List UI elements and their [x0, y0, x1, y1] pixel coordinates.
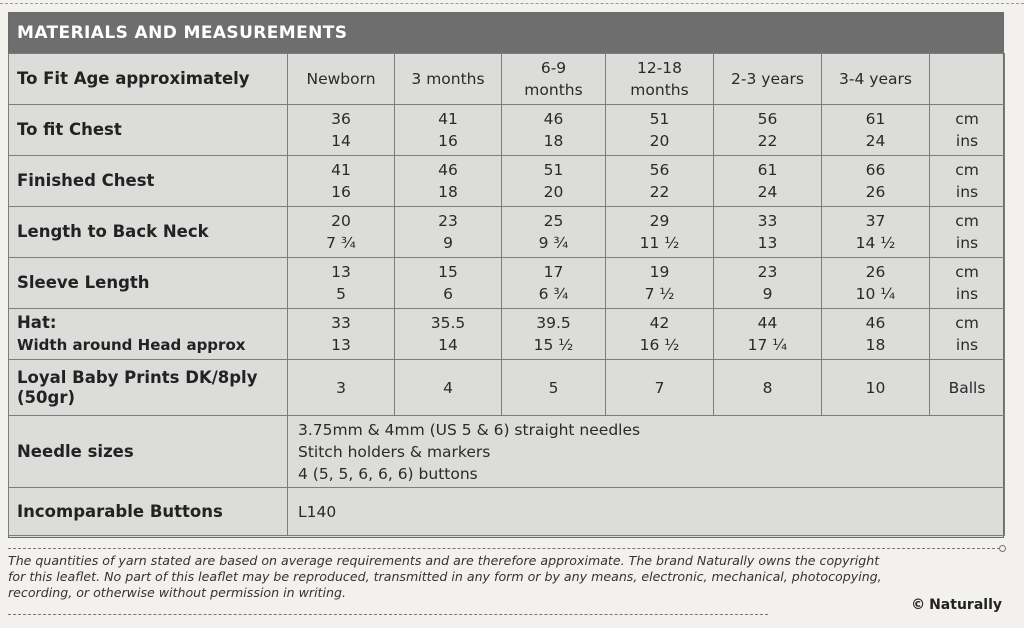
- section-title: MATERIALS AND MEASUREMENTS: [9, 13, 1003, 53]
- header-row: [9, 54, 1005, 105]
- measurement-cell: [606, 156, 714, 207]
- ins-value: 24: [757, 183, 778, 201]
- ins-value: 22: [757, 132, 778, 150]
- needles-label: Needle sizes: [9, 416, 288, 488]
- unit-text: cm: [955, 212, 979, 230]
- cm-value: 66: [865, 161, 886, 179]
- footer-line: The quantities of yarn stated are based on average requirements and are therefore approximate. The brand Naturally owns the copyright: [8, 553, 880, 568]
- unit-text: cm: [955, 263, 979, 281]
- measurement-cell: [606, 207, 714, 258]
- balls-cell: 3: [288, 360, 395, 416]
- cm-value: 51: [649, 110, 670, 128]
- age-header-text: 6-9: [540, 59, 567, 77]
- unit-text: cm: [955, 314, 979, 332]
- measurement-cell: [822, 105, 930, 156]
- cm-value: 39.5: [536, 314, 571, 332]
- measurement-cell: [502, 207, 606, 258]
- cm-value: 17: [543, 263, 564, 281]
- cm-value: 51: [543, 161, 564, 179]
- measurement-cell: [714, 258, 822, 309]
- age-header-cell: [822, 54, 930, 105]
- row-label: [9, 156, 288, 207]
- row-label: [9, 105, 288, 156]
- ins-value: 17 ¼: [747, 336, 788, 354]
- cm-value: 46: [865, 314, 886, 332]
- cm-value: 41: [438, 110, 458, 128]
- measurement-cell: [714, 156, 822, 207]
- needles-line: Stitch holders & markers: [298, 442, 491, 461]
- cm-value: 15: [438, 263, 458, 281]
- measurement-cell: [822, 207, 930, 258]
- unit-text: cm: [955, 161, 979, 179]
- unit-cell: [930, 258, 1005, 309]
- row-label-text: Hat:: [17, 313, 57, 332]
- age-header-cell: [714, 54, 822, 105]
- measurement-cell: [502, 105, 606, 156]
- measurement-row: [9, 258, 1005, 309]
- ins-value: 14: [438, 336, 458, 354]
- cm-value: 25: [543, 212, 564, 230]
- ins-value: 11 ½: [639, 234, 680, 252]
- copyright-name: Naturally: [929, 597, 1002, 613]
- cm-value: 56: [757, 110, 778, 128]
- row-label: [9, 309, 288, 360]
- measurement-cell: [502, 258, 606, 309]
- needles-line: 4 (5, 5, 6, 6, 6) buttons: [298, 464, 478, 483]
- measurement-cell: [288, 309, 395, 360]
- age-header-text: Newborn: [306, 70, 376, 88]
- top-dashed-rule: [0, 3, 1024, 4]
- ins-value: 16: [438, 132, 458, 150]
- ins-value: 24: [865, 132, 886, 150]
- ins-value: 6: [443, 285, 453, 303]
- footer-dashed-rule: [8, 548, 1000, 549]
- age-header-cell: [395, 54, 502, 105]
- ins-value: 7 ¾: [326, 234, 356, 252]
- measurement-cell: [395, 207, 502, 258]
- yarn-label-text: Loyal Baby Prints DK/8ply: [17, 367, 258, 387]
- unit-cell: [930, 207, 1005, 258]
- measurements-table: [8, 53, 1005, 536]
- yarn-row: [9, 360, 1005, 416]
- footer-line: for this leaflet. No part of this leaflet may be reproduced, transmitted in any form or by any means, electronic, mechanical, photocopying,: [8, 569, 882, 584]
- needles-value: [288, 416, 1005, 488]
- measurement-cell: [714, 207, 822, 258]
- measurement-cell: [288, 258, 395, 309]
- row-label: [9, 258, 288, 309]
- measurement-cell: [606, 105, 714, 156]
- cm-value: 23: [757, 263, 778, 281]
- row-label: [9, 207, 288, 258]
- cm-value: 56: [649, 161, 670, 179]
- row-label-text: To fit Chest: [17, 120, 122, 139]
- balls-cell: 5: [502, 360, 606, 416]
- measurement-cell: [502, 156, 606, 207]
- cm-value: 61: [865, 110, 886, 128]
- ins-value: 9: [762, 285, 773, 303]
- measurement-row: [9, 207, 1005, 258]
- ins-value: 20: [543, 183, 564, 201]
- yarn-label: [9, 360, 288, 416]
- buttons-value: L140: [288, 488, 1005, 536]
- ins-value: 22: [649, 183, 670, 201]
- ins-value: 26: [865, 183, 886, 201]
- ins-value: 18: [543, 132, 564, 150]
- cm-value: 44: [757, 314, 778, 332]
- cm-value: 29: [649, 212, 670, 230]
- unit-cell: [930, 309, 1005, 360]
- balls-cell: 4: [395, 360, 502, 416]
- copyright-icon: ©: [911, 597, 926, 613]
- copyright-notice: [911, 597, 1002, 613]
- row-label-text: Finished Chest: [17, 171, 155, 190]
- unit-text: cm: [955, 110, 979, 128]
- measurement-cell: [395, 258, 502, 309]
- measurement-cell: [714, 105, 822, 156]
- row-label-text: Width around Head approx: [17, 336, 246, 354]
- unit-cell: [930, 156, 1005, 207]
- ins-value: 20: [649, 132, 670, 150]
- ins-value: 9: [443, 234, 453, 252]
- measurement-row: [9, 309, 1005, 360]
- age-header-text: 3 months: [411, 70, 485, 88]
- ins-value: 16 ½: [639, 336, 680, 354]
- age-header-text: months: [524, 81, 583, 99]
- ins-value: 14 ½: [855, 234, 896, 252]
- cm-value: 33: [331, 314, 351, 332]
- cm-value: 61: [757, 161, 778, 179]
- age-header-text: 3-4 years: [839, 70, 912, 88]
- balls-unit-cell: Balls: [930, 360, 1005, 416]
- cm-value: 26: [865, 263, 886, 281]
- measurement-cell: [288, 207, 395, 258]
- buttons-row: [9, 488, 1005, 536]
- cm-value: 13: [331, 263, 351, 281]
- cm-value: 46: [438, 161, 458, 179]
- unit-text: ins: [955, 234, 979, 252]
- cm-value: 20: [331, 212, 351, 230]
- ins-value: 5: [336, 285, 346, 303]
- age-header-cell: [606, 54, 714, 105]
- buttons-label: Incomparable Buttons: [9, 488, 288, 536]
- balls-cell: 7: [606, 360, 714, 416]
- cm-value: 23: [438, 212, 458, 230]
- ins-value: 9 ¾: [538, 234, 569, 252]
- footer-bottom-rule: [8, 614, 768, 615]
- age-header-text: 12-18: [636, 59, 683, 77]
- unit-text: ins: [955, 336, 979, 354]
- row-label-text: Sleeve Length: [17, 273, 150, 292]
- measurement-cell: [395, 105, 502, 156]
- cm-value: 41: [331, 161, 351, 179]
- age-header-text: 2-3 years: [731, 70, 804, 88]
- age-header-cell: [502, 54, 606, 105]
- measurement-cell: [288, 105, 395, 156]
- ins-value: 14: [331, 132, 351, 150]
- cm-value: 19: [649, 263, 670, 281]
- measurement-cell: [288, 156, 395, 207]
- ins-value: 10 ¼: [855, 285, 896, 303]
- unit-text: ins: [955, 132, 979, 150]
- measurement-cell: [395, 156, 502, 207]
- footer-disclaimer: [8, 553, 1008, 601]
- unit-text: ins: [955, 183, 979, 201]
- measurement-cell: [502, 309, 606, 360]
- measurement-cell: [822, 309, 930, 360]
- unit-cell: [930, 105, 1005, 156]
- ins-value: 7 ½: [644, 285, 675, 303]
- ins-value: 18: [865, 336, 886, 354]
- unit-header-cell: [930, 54, 1005, 105]
- ins-value: 13: [331, 336, 351, 354]
- measurement-row: [9, 156, 1005, 207]
- measurement-cell: [822, 258, 930, 309]
- measurement-cell: [714, 309, 822, 360]
- needles-row: [9, 416, 1005, 488]
- balls-cell: 8: [714, 360, 822, 416]
- measurement-cell: [822, 156, 930, 207]
- measurement-row: [9, 105, 1005, 156]
- measurement-cell: [606, 258, 714, 309]
- cm-value: 42: [649, 314, 670, 332]
- cm-value: 33: [757, 212, 778, 230]
- cm-value: 46: [543, 110, 564, 128]
- ins-value: 18: [438, 183, 458, 201]
- header-label: To Fit Age approximately: [9, 54, 288, 105]
- measurement-cell: [606, 309, 714, 360]
- age-header-cell: [288, 54, 395, 105]
- measurement-cell: [395, 309, 502, 360]
- balls-cell: 10: [822, 360, 930, 416]
- cm-value: 37: [865, 212, 886, 230]
- yarn-label-text: (50gr): [17, 387, 75, 407]
- ins-value: 13: [757, 234, 778, 252]
- ins-value: 15 ½: [533, 336, 574, 354]
- needles-line: 3.75mm & 4mm (US 5 & 6) straight needles: [298, 420, 641, 439]
- footer-line: recording, or otherwise without permission in writing.: [8, 585, 346, 600]
- cm-value: 35.5: [430, 314, 466, 332]
- materials-table-panel: [8, 12, 1004, 538]
- row-label-text: Length to Back Neck: [17, 222, 209, 241]
- ins-value: 6 ¾: [538, 285, 569, 303]
- age-header-text: months: [630, 81, 689, 99]
- cm-value: 36: [331, 110, 351, 128]
- unit-text: ins: [955, 285, 979, 303]
- ins-value: 16: [331, 183, 351, 201]
